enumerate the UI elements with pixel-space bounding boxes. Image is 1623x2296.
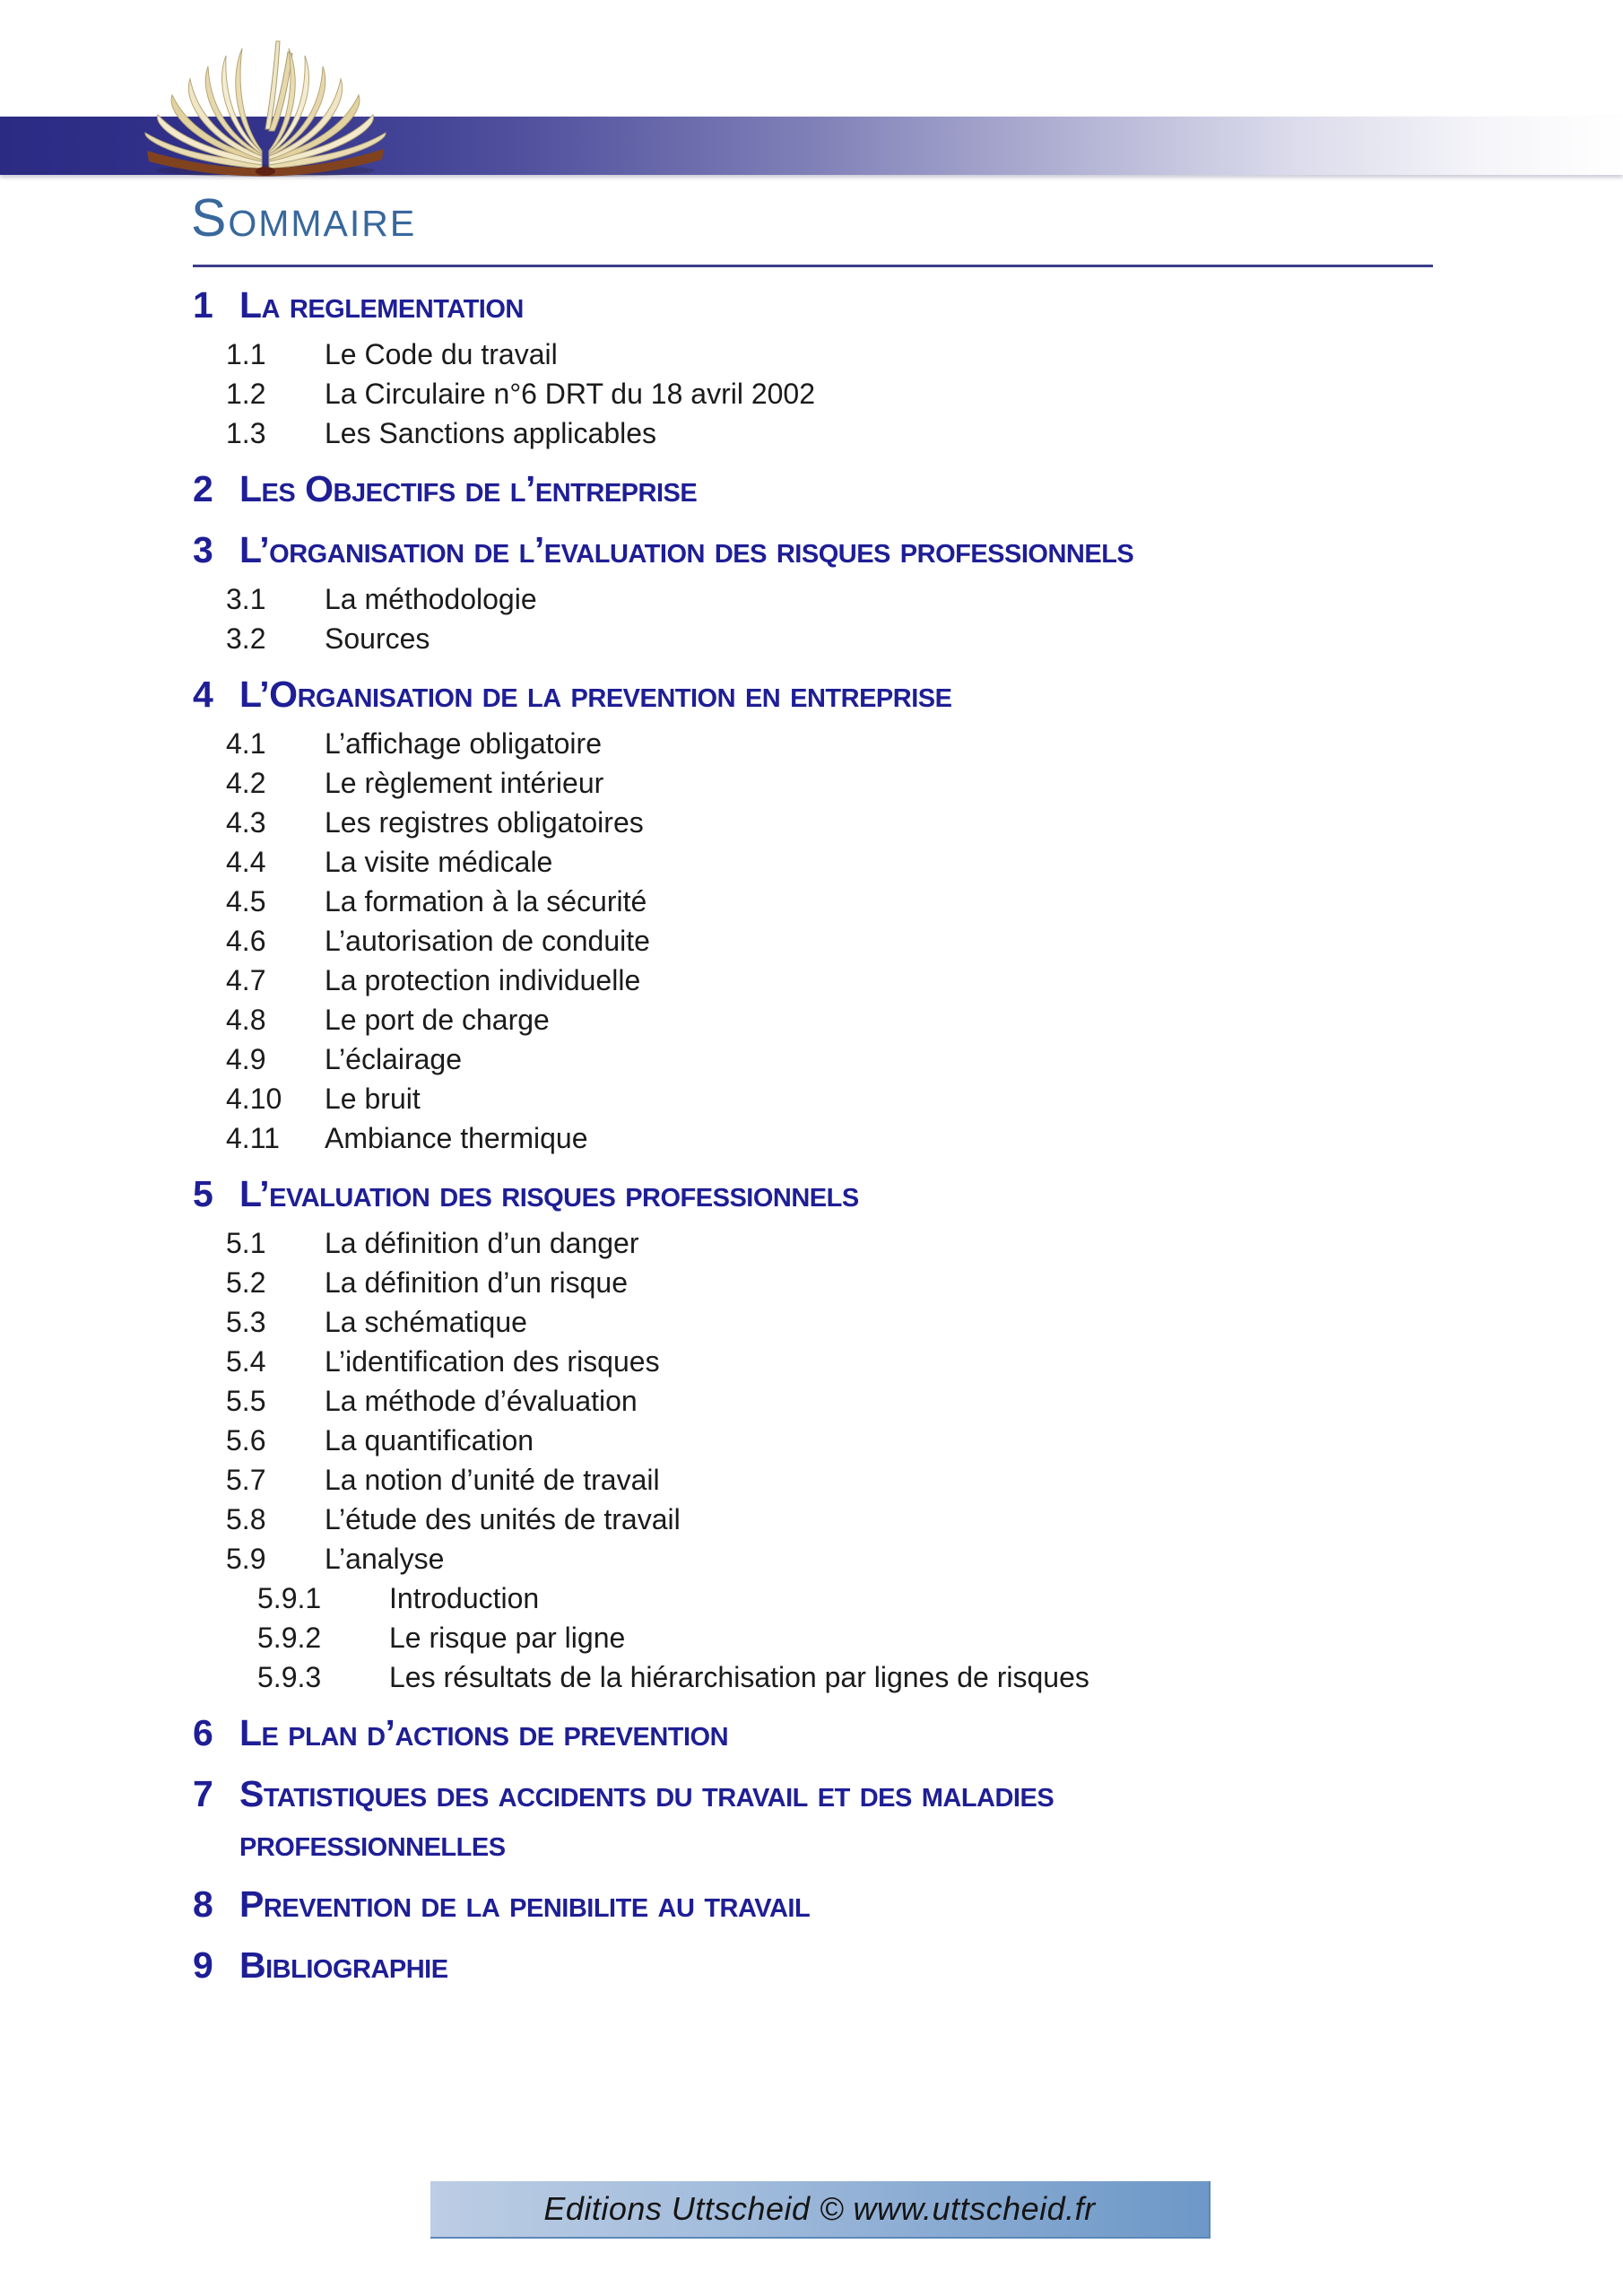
toc-item-row bbox=[193, 921, 1466, 961]
toc-section-row bbox=[193, 670, 1466, 719]
toc-entry-number: 4.11 bbox=[226, 1122, 280, 1154]
toc-entry-title: Le risque par ligne bbox=[389, 1622, 626, 1654]
toc-item-row bbox=[193, 1500, 1466, 1539]
toc-item-row bbox=[193, 1223, 1466, 1263]
toc-entry-title: La visite médicale bbox=[325, 846, 553, 878]
toc-entry-number: 5.5 bbox=[226, 1385, 266, 1417]
toc-entry-number: 5.2 bbox=[226, 1266, 266, 1299]
toc-entry-number: 5.7 bbox=[226, 1464, 266, 1496]
toc-entry-number: 5.8 bbox=[226, 1503, 266, 1535]
toc-entry-number: 4.5 bbox=[226, 885, 266, 918]
toc-entry-number: 4.6 bbox=[226, 925, 266, 957]
toc-entry-title: Les résultats de la hiérarchisation par lignes de risques bbox=[389, 1661, 1089, 1693]
toc-entry-number: 4 bbox=[193, 674, 213, 715]
toc-entry-number: 5.9.2 bbox=[257, 1622, 322, 1654]
toc-entry-title: Le port de charge bbox=[325, 1004, 550, 1036]
toc-entry-number: 3.2 bbox=[226, 622, 266, 655]
toc-entry-number: 5.9.1 bbox=[257, 1582, 322, 1614]
toc-entry-title: Introduction bbox=[389, 1582, 540, 1614]
toc-entry-title: L’éclairage bbox=[325, 1043, 462, 1075]
toc-item-row bbox=[193, 1079, 1466, 1118]
toc-entry-number: 6 bbox=[193, 1712, 213, 1753]
open-book-icon bbox=[135, 36, 396, 179]
toc-item-row bbox=[193, 579, 1466, 619]
toc-entry-title: Le Code du travail bbox=[325, 338, 558, 370]
toc-entry-title: Les registres obligatoires bbox=[325, 806, 644, 839]
toc-entry-title: Le bruit bbox=[325, 1083, 421, 1115]
toc-entry-number: 5.9 bbox=[226, 1543, 266, 1575]
toc-subitem-row bbox=[193, 1657, 1466, 1697]
toc-entry-title: La schématique bbox=[325, 1306, 527, 1338]
toc-entry-number: 5.6 bbox=[226, 1424, 266, 1457]
toc-entry-number: 5.1 bbox=[226, 1227, 266, 1259]
toc-entry-title: Bibliographie bbox=[239, 1944, 448, 1986]
toc-item-row bbox=[193, 724, 1466, 763]
toc-entry-title: La définition d’un danger bbox=[325, 1227, 639, 1259]
toc-entry-title: La définition d’un risque bbox=[325, 1266, 629, 1299]
footer-bar bbox=[430, 2181, 1211, 2239]
toc-entry-number: 4.1 bbox=[226, 727, 266, 760]
toc-item-row bbox=[193, 1381, 1466, 1421]
toc-item-row bbox=[193, 1302, 1466, 1342]
toc-entry-title: L’organisation de l’evaluation des risques professionnels bbox=[239, 529, 1134, 570]
toc-item-row bbox=[193, 1118, 1466, 1158]
toc-item-row bbox=[193, 1421, 1466, 1460]
toc-entry-number: 4.7 bbox=[226, 964, 266, 996]
toc-item-row bbox=[193, 842, 1466, 882]
toc-item-row bbox=[193, 1039, 1466, 1079]
toc-entry-number: 5 bbox=[193, 1173, 213, 1214]
toc-entry-number: 1 bbox=[193, 284, 213, 326]
toc-entry-title: La méthode d’évaluation bbox=[325, 1385, 638, 1417]
toc-item-row bbox=[193, 763, 1466, 803]
page-title: Sommaire bbox=[191, 188, 417, 248]
toc-subitem-row bbox=[193, 1618, 1466, 1657]
toc-subitem-row bbox=[193, 1578, 1466, 1618]
toc-entry-title: Les Sanctions applicables bbox=[325, 417, 657, 449]
toc-entry-number: 8 bbox=[193, 1883, 213, 1925]
toc-entry-title: La méthodologie bbox=[325, 583, 537, 615]
toc-entry-title: La protection individuelle bbox=[325, 964, 641, 996]
footer-publisher-text: Editions Uttscheid © www.uttscheid.fr bbox=[543, 2190, 1096, 2227]
toc-section-row bbox=[193, 1941, 1466, 1990]
toc-item-row bbox=[193, 335, 1466, 374]
toc-item-row bbox=[193, 619, 1466, 658]
toc-entry-number: 1.1 bbox=[226, 338, 266, 370]
toc-entry-title: Les Objectifs de l’entreprise bbox=[239, 468, 698, 509]
toc-item-row bbox=[193, 374, 1466, 413]
toc-entry-title: L’affichage obligatoire bbox=[325, 727, 602, 760]
toc-entry-number: 2 bbox=[193, 468, 213, 509]
toc-item-row bbox=[193, 882, 1466, 921]
toc-item-row bbox=[193, 1460, 1466, 1500]
toc-item-row bbox=[193, 413, 1466, 453]
toc-entry-number: 4.3 bbox=[226, 806, 266, 839]
toc-section-row bbox=[193, 1880, 1466, 1929]
toc-section-row bbox=[193, 526, 1466, 575]
toc-entry-number: 1.2 bbox=[226, 378, 266, 410]
toc-entry-number: 7 bbox=[193, 1773, 213, 1814]
toc-entry-title: L’analyse bbox=[325, 1543, 445, 1575]
toc-entry-number: 3 bbox=[193, 529, 213, 570]
toc-section-row bbox=[193, 1170, 1466, 1219]
toc-entry-title: L’identification des risques bbox=[325, 1345, 660, 1378]
toc-section-row bbox=[193, 465, 1466, 514]
toc-entry-number: 5.9.3 bbox=[257, 1661, 322, 1693]
toc-entry-number: 4.8 bbox=[226, 1004, 266, 1036]
toc-entry-title: La notion d’unité de travail bbox=[325, 1464, 660, 1496]
toc-entry-title: La quantification bbox=[325, 1424, 534, 1457]
toc-entry-title: L’Organisation de la prevention en entreprise bbox=[239, 674, 952, 715]
title-divider bbox=[193, 265, 1433, 267]
toc-entry-title: Ambiance thermique bbox=[325, 1122, 588, 1154]
toc bbox=[193, 269, 1466, 1995]
toc-entry-title: La formation à la sécurité bbox=[325, 885, 647, 918]
toc-section-row bbox=[193, 281, 1466, 330]
toc-entry-number: 4.10 bbox=[226, 1083, 282, 1115]
toc-entry-number: 1.3 bbox=[226, 417, 266, 449]
toc-entry-title: L’evaluation des risques professionnels bbox=[239, 1173, 859, 1214]
toc-entry-title: Statistiques des accidents du travail et des maladies professionnelles bbox=[239, 1773, 1055, 1864]
toc-entry-title: L’autorisation de conduite bbox=[325, 925, 650, 957]
toc-entry-number: 5.4 bbox=[226, 1345, 266, 1378]
toc-item-row bbox=[193, 1539, 1466, 1578]
toc-entry-title: Le règlement intérieur bbox=[325, 767, 604, 799]
toc-entry-title: Prevention de la penibilite au travail bbox=[239, 1883, 811, 1925]
toc-item-row bbox=[193, 1263, 1466, 1302]
toc-entry-number: 3.1 bbox=[226, 583, 266, 615]
toc-entry-number: 4.9 bbox=[226, 1043, 266, 1075]
toc-entry-title: L’étude des unités de travail bbox=[325, 1503, 681, 1535]
toc-item-row bbox=[193, 961, 1466, 1000]
toc-entry-number: 4.2 bbox=[226, 767, 266, 799]
toc-entry-number: 5.3 bbox=[226, 1306, 266, 1338]
toc-entry-title: Le plan d’actions de prevention bbox=[239, 1712, 729, 1753]
toc-section-row bbox=[193, 1770, 1466, 1868]
toc-entry-title: La Circulaire n°6 DRT du 18 avril 2002 bbox=[325, 378, 816, 410]
toc-entry-title: La reglementation bbox=[239, 284, 524, 326]
toc-entry-number: 4.4 bbox=[226, 846, 266, 878]
toc-entry-number: 9 bbox=[193, 1944, 213, 1986]
toc-item-row bbox=[193, 1000, 1466, 1039]
toc-item-row bbox=[193, 1342, 1466, 1381]
toc-entry-title: Sources bbox=[325, 622, 430, 655]
toc-section-row bbox=[193, 1709, 1466, 1758]
toc-item-row bbox=[193, 803, 1466, 842]
